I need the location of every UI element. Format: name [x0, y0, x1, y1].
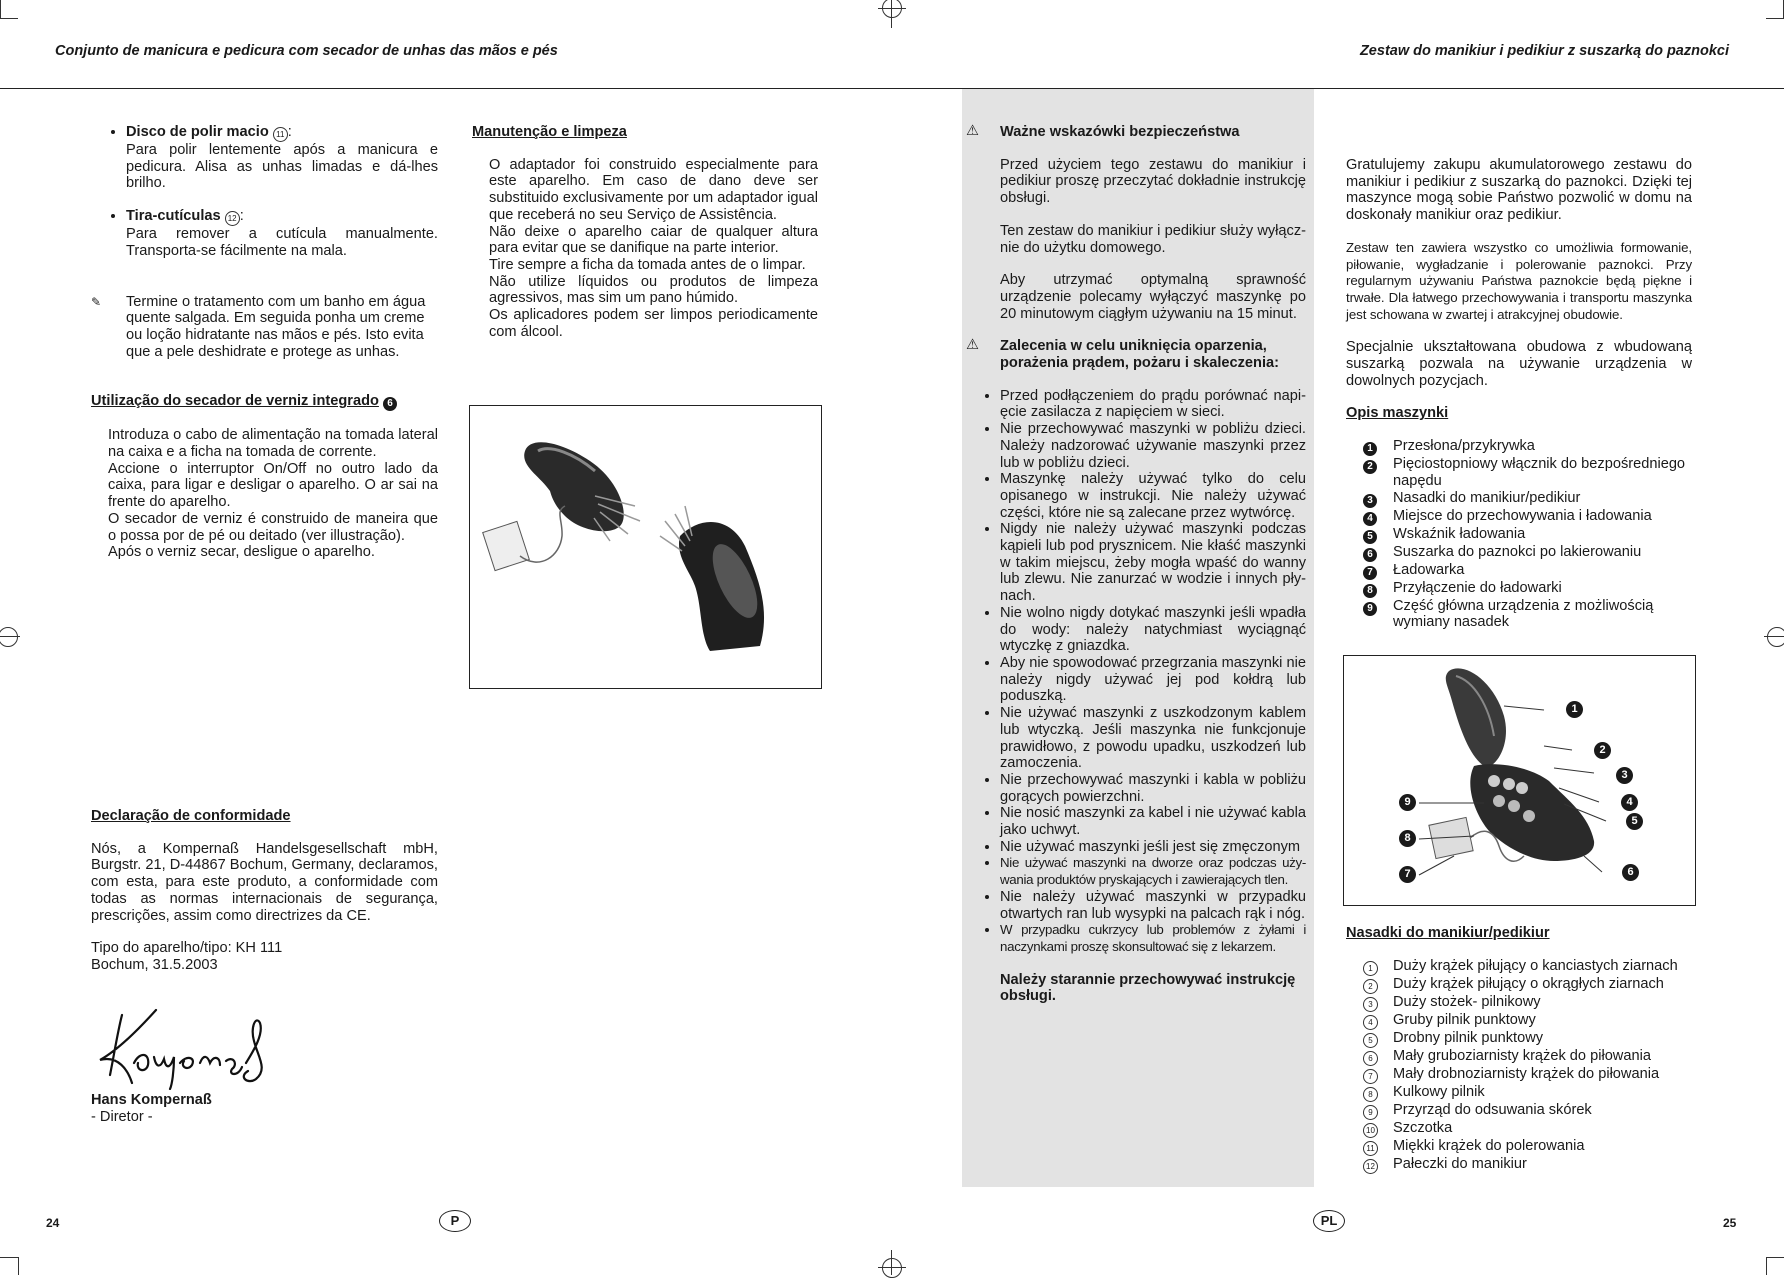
- maintenance-line: Não utilize líquidos ou produtos de limpeza agressivos, mas sim um pano húmido.: [489, 273, 818, 307]
- warning-list: [966, 388, 1306, 956]
- description-heading: Opis maszynki: [1346, 405, 1449, 422]
- crop-mark: [1766, 1257, 1784, 1258]
- warning-item: • Maszynkę należy używać tylko do celu opisanego w instrukcji. Nie należy używać części, które nie są zalecane przez wytwórcę.: [1000, 471, 1306, 521]
- crop-mark: [0, 1257, 18, 1258]
- dryer-section: [91, 393, 438, 411]
- description-item-text: Przyłączenie do ładowarki: [1393, 579, 1562, 596]
- place-date: Bochum, 31.5.2003: [91, 956, 218, 973]
- attachment-item: [1363, 1084, 1692, 1102]
- warning-item: • Nigdy nie należy używać maszynki podczas kąpieli lub pod prysznicem. Nie kłaść maszynki w takim miejscu, żeby mogła wpaść do wanny lub zlewu. Nie zanurzać w wodzie i innych pły-nach.: [1000, 521, 1306, 605]
- attachment-item: [1363, 958, 1692, 976]
- signer-block: [91, 1092, 438, 1125]
- dryer-line: O secador de verniz é construido de maneira que o possa por de pé ou deitado (ver illustração).: [108, 510, 438, 544]
- dryer-text: [91, 427, 438, 561]
- dryer-line: Introduza o cabo de alimentação na tomada lateral na caixa e a ficha na tomada de corrente.: [108, 427, 438, 461]
- hint-pointer-icon: ✎: [91, 294, 102, 309]
- p24-column-1: [91, 124, 438, 561]
- maintenance-line: Os aplicadores podem ser limpos periodicamente com álcool.: [489, 307, 818, 340]
- attachment-text: Mały gruboziarnisty krążek do piłowania: [1393, 1047, 1651, 1064]
- bullet-colon: :: [287, 124, 292, 140]
- circled-number: 8: [1363, 1087, 1378, 1102]
- attachment-text: Szczotka: [1393, 1119, 1453, 1136]
- diagram-label: 6: [1622, 864, 1639, 881]
- maintenance-section: [472, 124, 818, 340]
- diagram-label: 4: [1621, 794, 1638, 811]
- number-badge: 3: [1363, 494, 1377, 508]
- crop-mark: [18, 1257, 19, 1275]
- attachment-item: [1363, 1048, 1692, 1066]
- description-item: [1363, 438, 1692, 456]
- description-item-text: Nasadki do manikiur/pedikiur: [1393, 489, 1581, 506]
- intro-paragraph: Gratulujemy zakupu akumulatorowego zestawu do manikiur i pedikiur z suszarką do paznokci. Dzięki tej maszynce mogą sobie Państwo pozwolić w domu na doskonały manikiur oraz pedikiur.: [1346, 157, 1692, 224]
- intro-paragraph: Specjalnie ukształtowana obudowa z wbudowaną suszarką pozwala na używanie urządzenia w dowolnych pozycjach.: [1346, 339, 1692, 389]
- attachment-text: Duży krążek piłujący o okrągłych ziarnach: [1393, 975, 1664, 992]
- description-item: [1363, 508, 1692, 526]
- circled-number: 6: [1363, 1051, 1378, 1066]
- description-item-text: Miejsce do przechowywania i ładowania: [1393, 507, 1652, 524]
- signer-name: Hans Kompernaß: [91, 1092, 212, 1108]
- safety-section: [966, 124, 1306, 1005]
- warning-item: • Nie należy używać maszynki w przypadku otwartych ran lub wysypki na palcach rąk i nóg.: [1000, 889, 1306, 922]
- registration-mark: [1767, 627, 1784, 647]
- circled-number: 3: [1363, 997, 1378, 1012]
- attachment-item: [1363, 976, 1692, 994]
- registration-mark: [1764, 636, 1784, 637]
- signature: [88, 1005, 278, 1090]
- crop-mark: [1766, 1257, 1767, 1275]
- description-item: [1363, 544, 1692, 562]
- crop-mark: [1766, 18, 1784, 19]
- warning-item: • Nie wolno nigdy dotykać maszynki jeśli wpadła do wody: należy natychmiast wyciągnąć wtyczkę z gniazdka.: [1000, 605, 1306, 655]
- language-badge-p: P: [439, 1210, 471, 1232]
- description-item: [1363, 490, 1692, 508]
- number-badge: 6: [1363, 548, 1377, 562]
- dryer-illustration: [469, 405, 822, 689]
- number-badge: 7: [1363, 566, 1377, 580]
- attachment-item: [1363, 1156, 1692, 1174]
- circled-number: 2: [1363, 979, 1378, 994]
- device-diagram-drawing: [1344, 656, 1695, 905]
- safety-heading-row: [966, 124, 1306, 141]
- maintenance-text: [472, 157, 818, 341]
- warning-item: • Nie używać maszynki na dworze oraz podczas uży-wania produktów pryskających i zawierających tlen.: [1000, 855, 1306, 888]
- description-item-text: Pięciostopniowy włącznik do bezpośredniego napędu: [1393, 456, 1686, 489]
- warning-icon: ⚠: [966, 337, 980, 354]
- registration-mark: [878, 8, 906, 9]
- warning-item: • Nie przechowywać maszynki w pobliżu dzieci. Należy nadzorować używanie maszynki przez lub w pobliżu dzieci.: [1000, 421, 1306, 471]
- conformity-section: [91, 808, 438, 974]
- bullet-text: Para remover a cutícula manualmente. Transporta-se fácilmente na mala.: [126, 226, 438, 259]
- crop-mark: [0, 18, 18, 19]
- attachments-section: [1346, 925, 1692, 1174]
- registration-mark: [882, 0, 902, 18]
- diagram-label: 2: [1594, 742, 1611, 759]
- description-item-text: Przesłona/przykrywka: [1393, 438, 1535, 455]
- maintenance-line: O adaptador foi construido especialmente para este aparelho. Em caso de dano deve ser substituido exclusivamente por um adaptador igual que receberá no seu Serviço de Assistência.: [489, 156, 818, 223]
- circled-number: 10: [1363, 1123, 1378, 1138]
- attachments-list: [1346, 958, 1692, 1174]
- hint-text: Termine o tratamento com um banho em água quente salgada. Em seguida ponha um creme ou loção hidratante nas mãos e pés. Isto evita que a pele deshidrate e protege as unhas.: [126, 293, 426, 360]
- safety-paragraph: Ten zestaw do manikiur i pedikiur służy wyłącz-nie do użytku domowego.: [1000, 222, 1306, 256]
- safety-heading: Ważne wskazówki bezpieczeństwa: [1000, 124, 1240, 140]
- registration-mark: [882, 1258, 902, 1278]
- conformity-text: Nós, a Kompernaß Handelsgesellschaft mbH, Burgstr. 21, D-44867 Bochum, Germany, declaramos, com esta, para este produto, a conformidade com todas as normas internacionais de segurança, prescrições, assim como directrizes da CE.: [91, 840, 438, 924]
- registration-mark: [891, 0, 892, 28]
- description-item-text: Ładowarka: [1393, 561, 1465, 578]
- maintenance-line: Não deixe o aparelho caiar de qualquer altura para evitar que se danifique na parte interior.: [489, 223, 818, 257]
- warning-item: • W przypadku cukrzycy lub problemów z żyłami i naczynkami proszę skonsultować się z lekarzem.: [1000, 922, 1306, 955]
- number-badge: 9: [1363, 602, 1377, 616]
- bullet-polishing-disc: [126, 124, 438, 192]
- maintenance-heading: Manutenção e limpeza: [472, 124, 627, 140]
- warning-item: • Przed podłączeniem do prądu porównać napi-ęcie zasilacza z napięciem w sieci.: [1000, 388, 1306, 421]
- attachment-text: Pałeczki do manikiur: [1393, 1155, 1527, 1172]
- diagram-label: 1: [1566, 701, 1583, 718]
- description-item: [1363, 562, 1692, 580]
- description-list: [1346, 438, 1692, 631]
- circled-number: 5: [1363, 1033, 1378, 1048]
- attachment-text: Gruby pilnik punktowy: [1393, 1011, 1536, 1028]
- circled-number: 11: [1363, 1141, 1378, 1156]
- number-badge: 8: [1363, 584, 1377, 598]
- diagram-label: 7: [1399, 866, 1416, 883]
- warning-item: • Aby nie spowodować przegrzania maszynki nie należy nigdy używać jej pod kołdrą lub poduszką.: [1000, 655, 1306, 705]
- description-item-text: Suszarka do paznokci po lakierowaniu: [1393, 543, 1642, 560]
- hint-block: [91, 294, 438, 361]
- warning-heading: Zalecenia w celu uniknięcia oparzenia, porażenia prądem, pożaru i skaleczenia:: [1000, 338, 1279, 372]
- maintenance-line: Tire sempre a ficha da tomada antes de o limpar.: [489, 256, 806, 273]
- bullet-text: Para polir lentemente após a manicura e pedicura. Alisa as unhas limadas e dá-lhes brilho.: [126, 142, 438, 192]
- number-badge: 4: [1363, 512, 1377, 526]
- accessory-bullets: [107, 124, 438, 260]
- page-number-right: 25: [1723, 1216, 1737, 1230]
- bullet-title: Tira-cutículas: [126, 208, 221, 225]
- signer-role: - Diretor -: [91, 1108, 153, 1125]
- circled-number: 12: [1363, 1159, 1378, 1174]
- circled-number: 12: [225, 211, 240, 226]
- number-badge: 2: [1363, 460, 1377, 474]
- dryer-heading: Utilização do secador de verniz integrado: [91, 393, 379, 410]
- attachments-heading: Nasadki do manikiur/pedikiur: [1346, 925, 1550, 941]
- safety-paragraph: Aby utrzymać optymalną sprawność urządzenie polecamy wyłączyć maszynkę po 20 minutowym ciągłym używaniu na 15 minut.: [1000, 272, 1306, 322]
- attachment-text: Kulkowy pilnik: [1393, 1083, 1485, 1100]
- attachment-item: [1363, 1030, 1692, 1048]
- attachment-text: Przyrząd do odsuwania skórek: [1393, 1101, 1592, 1118]
- description-item: [1363, 526, 1692, 544]
- attachment-item: [1363, 1066, 1692, 1084]
- warning-item: • Nie używać maszynki jeśli jest się zmęczonym: [1000, 839, 1306, 856]
- conformity-heading: Declaração de conformidade: [91, 808, 291, 824]
- diagram-label: 8: [1399, 830, 1416, 847]
- description-item: [1363, 598, 1692, 631]
- circled-number: 9: [1363, 1105, 1378, 1120]
- warning-icon: ⚠: [966, 123, 980, 139]
- bullet-title: Disco de polir macio: [126, 124, 269, 140]
- attachment-item: [1363, 1012, 1692, 1030]
- device-type: Tipo do aparelho/tipo: KH 111: [91, 940, 283, 957]
- crop-mark: [0, 0, 1, 18]
- page-number-left: 24: [46, 1216, 60, 1230]
- attachment-text: Duży krążek piłujący o kanciastych ziarnach: [1393, 957, 1678, 974]
- diagram-label: 5: [1626, 813, 1643, 830]
- bullet-colon: :: [239, 208, 244, 225]
- circled-number: 1: [1363, 961, 1378, 976]
- header-rule: [0, 88, 1784, 89]
- diagram-label: 9: [1399, 794, 1416, 811]
- attachment-text: Miękki krążek do polerowania: [1393, 1137, 1585, 1154]
- attachment-text: Drobny pilnik punktowy: [1393, 1029, 1544, 1046]
- header-left-title: Conjunto de manicura e pedicura com secador de unhas das mãos e pés: [55, 43, 558, 59]
- dryer-number-badge: 6: [383, 397, 397, 411]
- description-item: [1363, 580, 1692, 598]
- attachment-text: Mały drobnoziarnisty krążek do piłowania: [1393, 1065, 1660, 1082]
- dryer-line: Após o verniz secar, desligue o aparelho.: [108, 544, 375, 561]
- circled-number: 7: [1363, 1069, 1378, 1084]
- attachment-item: [1363, 1102, 1692, 1120]
- circled-number: 11: [273, 127, 288, 142]
- diagram-label: 3: [1616, 767, 1633, 784]
- dryer-illustration-drawing: [470, 406, 821, 688]
- warning-heading-row: [966, 338, 1306, 371]
- registration-mark: [891, 1250, 892, 1275]
- header-right-title: Zestaw do manikiur i pedikiur z suszarką do paznokci: [1359, 43, 1729, 59]
- language-badge-pl: PL: [1313, 1210, 1345, 1232]
- description-item-text: Część główna urządzenia z możliwością wymiany nasadek: [1393, 597, 1654, 631]
- p25-column-2: [1346, 157, 1692, 631]
- attachment-item: [1363, 1138, 1692, 1156]
- attachment-text: Duży stożek- pilnikowy: [1393, 993, 1541, 1010]
- attachment-item: [1363, 994, 1692, 1012]
- warning-item: • Nie nosić maszynki za kabel i nie używać kabla jako uchwyt.: [1000, 805, 1306, 838]
- number-badge: 1: [1363, 442, 1377, 456]
- warning-item: • Nie przechowywać maszynki i kabla w pobliżu gorących powierzchni.: [1000, 772, 1306, 805]
- warning-item: • Nie używać maszynki z uszkodzonym kablem lub wtyczką. Jeśli maszynka nie funkcjonuje prawidłowo, z powodu upadku, uszkodzeń lub zamoczenia.: [1000, 705, 1306, 772]
- dryer-line: Accione o interruptor On/Off no outro lado da caixa, para ligar e desligar o aparelho. O ar sai na frente do aparelho.: [108, 460, 438, 511]
- circled-number: 4: [1363, 1015, 1378, 1030]
- store-instructions-note: Należy starannie przechowywać instrukcję obsługi.: [1000, 971, 1296, 1005]
- description-item: [1363, 456, 1692, 489]
- registration-mark: [0, 636, 20, 637]
- safety-paragraph: Przed użyciem tego zestawu do manikiur i pedikiur proszę przeczytać dokładnie instrukcję obsługi.: [1000, 156, 1306, 207]
- device-diagram: [1343, 655, 1696, 906]
- bullet-cuticle: [126, 208, 438, 259]
- description-item-text: Wskaźnik ładowania: [1393, 525, 1526, 542]
- registration-mark: [0, 627, 18, 647]
- intro-paragraph: Zestaw ten zawiera wszystko co umożliwia formowanie, piłowanie, wygładzanie i polerowanie paznokci. Przy regularnym używaniu Państwa paznokcie będą piękne i trwałe. Dla łatwego przechowywania i transportu maszynka jest schowana w zwartej i atrakcyjnej obudowie.: [1346, 239, 1692, 322]
- registration-mark: [878, 1267, 906, 1268]
- number-badge: 5: [1363, 530, 1377, 544]
- attachment-item: [1363, 1120, 1692, 1138]
